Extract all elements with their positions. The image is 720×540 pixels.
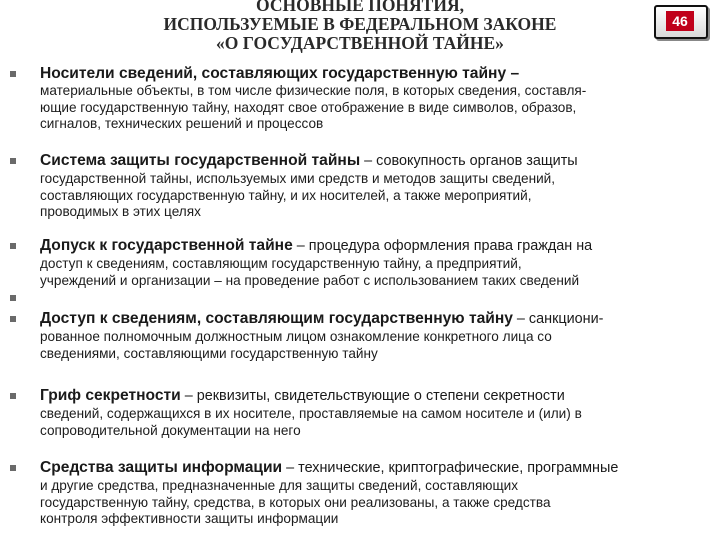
definition-line: учреждений и организации – на проведение работ с использованием таких сведений: [40, 272, 580, 288]
slide-number: 46: [666, 11, 694, 31]
bullet-icon: [10, 315, 18, 323]
term: [40, 64, 688, 83]
definition-line: и другие средства, предназначенные для защиты сведений, составляющих: [40, 478, 519, 493]
definition-start: – технические, криптографические, программные: [282, 460, 619, 476]
bullet-icon: [10, 242, 18, 250]
definition-line: ющие государственную тайну, находят свое отображение в виде символов, образов,: [40, 99, 577, 115]
definition-item: [40, 151, 688, 221]
definition-body: [40, 83, 688, 133]
bullet-icon: [10, 157, 18, 165]
bullet-icon: [10, 464, 18, 472]
term-text: Доступ к сведениям, составляющим государственную тайну: [40, 310, 513, 327]
definition-item: [40, 309, 688, 362]
term: [40, 386, 688, 406]
definition-start: – совокупность органов защиты: [360, 153, 578, 169]
slide-number-badge: [654, 5, 708, 39]
definition-line: материальные объекты, в том числе физические поля, в которых сведения, составля-: [40, 83, 587, 98]
term-text: Средства защиты информации: [40, 459, 283, 476]
definition-body: [40, 171, 688, 221]
definition-body: [40, 256, 688, 289]
definition-line: составляющих государственную тайну, и их носителей, а также мероприятий,: [40, 187, 532, 203]
definition-line: сведениями, составляющими государственную тайну: [40, 345, 378, 361]
title-line: «О ГОСУДАРСТВЕННОЙ ТАЙНЕ»: [216, 33, 504, 53]
definition-start: – санкциони-: [512, 311, 604, 327]
definition-start: – процедура оформления права граждан на: [292, 238, 593, 254]
term-text: Носители сведений, составляющих государственную тайну –: [40, 65, 520, 82]
term-text: Гриф секретности: [40, 387, 181, 404]
definition-item: [40, 386, 688, 439]
slide-title: [120, 0, 600, 53]
bullet-icon: [10, 392, 18, 400]
definition-item: [40, 458, 688, 528]
definition-line: сопроводительной документации на него: [40, 422, 301, 438]
definition-body: [40, 406, 688, 439]
definition-start: – реквизиты, свидетельствующие о степени секретности: [180, 388, 565, 404]
title-line: ОСНОВНЫЕ ПОНЯТИЯ,: [256, 0, 464, 15]
definition-line: контроля эффективности защиты информации: [40, 511, 339, 526]
bullet-icon: [10, 294, 18, 302]
term: [40, 309, 688, 329]
term: [40, 236, 688, 256]
term: [40, 458, 688, 478]
definition-item: [40, 236, 688, 289]
term: [40, 151, 688, 171]
definition-line: рованное полномочным должностным лицом ознакомление конкретного лица со: [40, 329, 552, 344]
title-line: ИСПОЛЬЗУЕМЫЕ В ФЕДЕРАЛЬНОМ ЗАКОНЕ: [163, 14, 557, 34]
definition-body: [40, 478, 688, 528]
bullet-icon: [10, 70, 18, 78]
definition-line: сведений, содержащихся в их носителе, проставляемые на самом носителе и (или) в: [40, 406, 582, 421]
definition-body: [40, 329, 688, 362]
definition-line: государственной тайны, используемых ими средств и методов защиты сведений,: [40, 171, 556, 186]
definition-line: государственную тайну, средства, в которых они реализованы, а также средства: [40, 494, 551, 510]
term-text: Система защиты государственной тайны: [40, 152, 361, 169]
definition-item: [40, 64, 688, 133]
definition-line: проводимых в этих целях: [40, 204, 201, 219]
definition-line: сигналов, технических решений и процессов: [40, 116, 324, 131]
term-text: Допуск к государственной тайне: [40, 237, 293, 254]
definition-line: доступ к сведениям, составляющим государственную тайну, а предприятий,: [40, 256, 522, 271]
